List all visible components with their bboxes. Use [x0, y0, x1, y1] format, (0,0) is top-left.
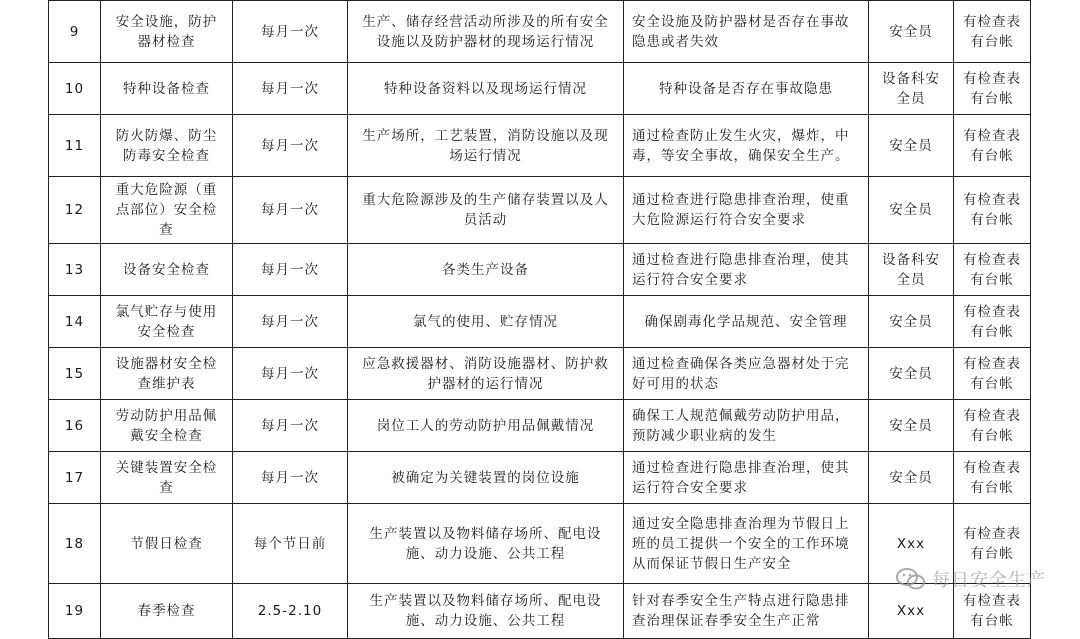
inspection-standard: 确保工人规范佩戴劳动防护用品，预防减少职业病的发生 [624, 400, 869, 452]
inspection-content: 生产、储存经营活动所涉及的所有安全设施以及防护器材的现场运行情况 [348, 1, 624, 63]
responsible-person: 设备科安全员 [869, 244, 954, 296]
responsible-person: 安全员 [869, 177, 954, 244]
inspection-frequency: 每月一次 [233, 452, 348, 504]
row-number: 13 [49, 244, 101, 296]
inspection-content: 被确定为关键装置的岗位设施 [348, 452, 624, 504]
responsible-person: Xxx [869, 584, 954, 639]
watermark [896, 566, 1046, 592]
responsible-person: 安全员 [869, 452, 954, 504]
inspection-content: 各类生产设备 [348, 244, 624, 296]
inspection-frequency: 每月一次 [233, 244, 348, 296]
inspection-item: 氯气贮存与使用安全检查 [101, 296, 233, 348]
record-status: 有检查表有台帐 [954, 63, 1031, 115]
inspection-item: 设施器材安全检查维护表 [101, 348, 233, 400]
inspection-content: 生产场所，工艺装置，消防设施以及现场运行情况 [348, 115, 624, 177]
safety-inspection-table [48, 0, 1031, 639]
table-row [49, 177, 1031, 244]
inspection-frequency: 每月一次 [233, 1, 348, 63]
responsible-person: 安全员 [869, 115, 954, 177]
inspection-frequency: 每月一次 [233, 348, 348, 400]
inspection-frequency: 每月一次 [233, 115, 348, 177]
inspection-frequency: 2.5-2.10 [233, 584, 348, 639]
inspection-item: 特种设备检查 [101, 63, 233, 115]
record-status: 有检查表有台帐 [954, 504, 1031, 584]
responsible-person: 安全员 [869, 400, 954, 452]
row-number: 10 [49, 63, 101, 115]
inspection-item: 关键装置安全检查 [101, 452, 233, 504]
inspection-standard: 通过检查确保各类应急器材处于完好可用的状态 [624, 348, 869, 400]
row-number: 17 [49, 452, 101, 504]
inspection-content: 重大危险源涉及的生产储存装置以及人员活动 [348, 177, 624, 244]
inspection-frequency: 每月一次 [233, 177, 348, 244]
inspection-item: 安全设施，防护器材检查 [101, 1, 233, 63]
inspection-frequency: 每月一次 [233, 63, 348, 115]
inspection-item: 重大危险源（重点部位）安全检查 [101, 177, 233, 244]
inspection-item: 节假日检查 [101, 504, 233, 584]
inspection-item: 劳动防护用品佩戴安全检查 [101, 400, 233, 452]
table-row [49, 584, 1031, 639]
inspection-item: 设备安全检查 [101, 244, 233, 296]
record-status: 有检查表有台帐 [954, 452, 1031, 504]
row-number: 18 [49, 504, 101, 584]
inspection-standard: 通过检查进行隐患排查治理，使重大危险源运行符合安全要求 [624, 177, 869, 244]
responsible-person: 设备科安全员 [869, 63, 954, 115]
inspection-standard: 特种设备是否存在事故隐患 [624, 63, 869, 115]
record-status: 有检查表有台帐 [954, 296, 1031, 348]
table-row [49, 296, 1031, 348]
inspection-content: 生产装置以及物料储存场所、配电设施、动力设施、公共工程 [348, 584, 624, 639]
row-number: 11 [49, 115, 101, 177]
table-row [49, 504, 1031, 584]
responsible-person: 安全员 [869, 296, 954, 348]
inspection-item: 防火防爆、防尘防毒安全检查 [101, 115, 233, 177]
record-status: 有检查表有台帐 [954, 1, 1031, 63]
table-row [49, 452, 1031, 504]
inspection-standard: 通过检查防止发生火灾，爆炸，中毒，等安全事故，确保安全生产。 [624, 115, 869, 177]
row-number: 16 [49, 400, 101, 452]
record-status: 有检查表有台帐 [954, 400, 1031, 452]
inspection-item: 春季检查 [101, 584, 233, 639]
responsible-person: Xxx [869, 504, 954, 584]
row-number: 12 [49, 177, 101, 244]
record-status: 有检查表有台帐 [954, 244, 1031, 296]
row-number: 19 [49, 584, 101, 639]
inspection-standard: 针对春季安全生产特点进行隐患排查治理保证春季安全生产正常 [624, 584, 869, 639]
inspection-standard: 安全设施及防护器材是否存在事故隐患或者失效 [624, 1, 869, 63]
inspection-content: 岗位工人的劳动防护用品佩戴情况 [348, 400, 624, 452]
inspection-content: 氯气的使用、贮存情况 [348, 296, 624, 348]
inspection-content: 应急救援器材、消防设施器材、防护救护器材的运行情况 [348, 348, 624, 400]
table-row [49, 115, 1031, 177]
table-row [49, 244, 1031, 296]
inspection-standard: 通过检查进行隐患排查治理，使其运行符合安全要求 [624, 452, 869, 504]
record-status: 有检查表有台帐 [954, 115, 1031, 177]
inspection-standard: 通过安全隐患排查治理为节假日上班的员工提供一个安全的工作环境从而保证节假日生产安全 [624, 504, 869, 584]
inspection-frequency: 每月一次 [233, 400, 348, 452]
table-row [49, 63, 1031, 115]
inspection-frequency: 每月一次 [233, 296, 348, 348]
table-row [49, 348, 1031, 400]
row-number: 15 [49, 348, 101, 400]
record-status: 有检查表有台帐 [954, 348, 1031, 400]
wechat-icon [896, 567, 926, 591]
responsible-person: 安全员 [869, 1, 954, 63]
table-row [49, 1, 1031, 63]
inspection-frequency: 每个节日前 [233, 504, 348, 584]
row-number: 14 [49, 296, 101, 348]
inspection-standard: 确保剧毒化学品规范、安全管理 [624, 296, 869, 348]
table-row [49, 400, 1031, 452]
responsible-person: 安全员 [869, 348, 954, 400]
watermark-text: 每日安全生产 [932, 570, 1046, 591]
record-status: 有检查表有台帐 [954, 177, 1031, 244]
record-status: 有检查表有台帐 [954, 584, 1031, 639]
inspection-content: 特种设备资料以及现场运行情况 [348, 63, 624, 115]
inspection-content: 生产装置以及物料储存场所、配电设施、动力设施、公共工程 [348, 504, 624, 584]
row-number: 9 [49, 1, 101, 63]
table-body [49, 1, 1031, 639]
inspection-standard: 通过检查进行隐患排查治理，使其运行符合安全要求 [624, 244, 869, 296]
